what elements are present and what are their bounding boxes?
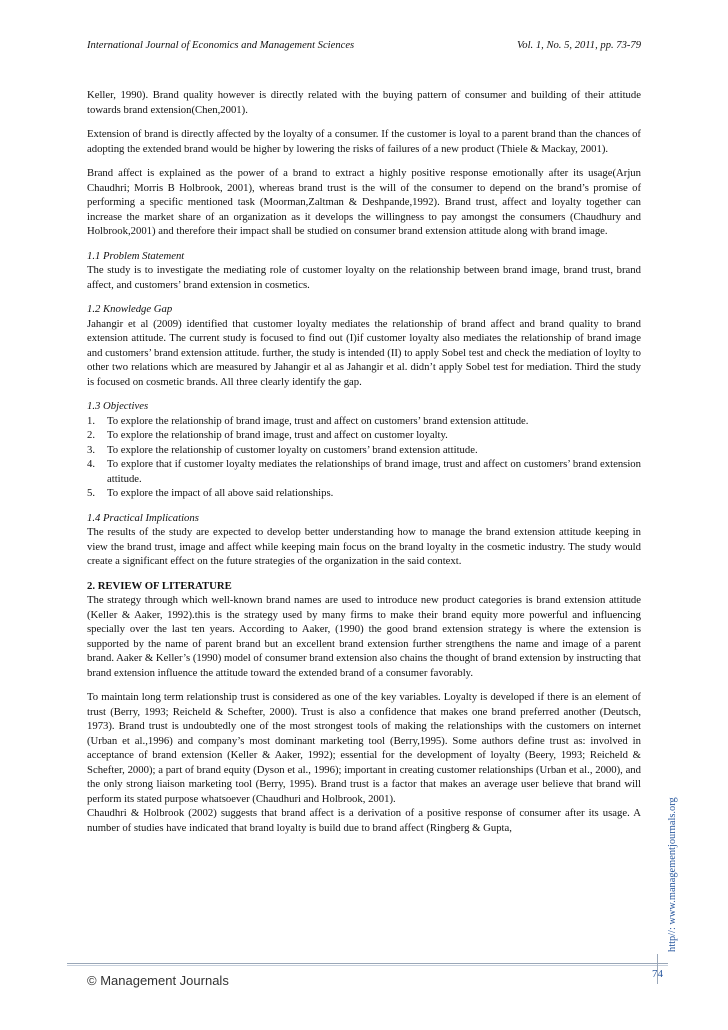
list-item: 2. To explore the relationship of brand image, trust and affect on customer loyalty. bbox=[87, 429, 448, 441]
running-header bbox=[87, 40, 641, 54]
paragraph: Keller, 1990). Brand quality however is directly related with the buying pattern of consumer and building of their attitude towards brand extension(Chen,2001). bbox=[87, 89, 641, 116]
section-title-problem-statement: 1.1 Problem Statement bbox=[87, 249, 185, 262]
publisher-label: © Management Journals bbox=[87, 973, 229, 988]
page-number: 74 bbox=[652, 968, 663, 980]
paragraph: The strategy through which well-known brand names are used to introduce new product categories is brand extension attitude (Keller & Aaker, 1992).this is the strategy used by many firms to make their brand equity more powerful and influencing specially over the last ten years. According to Aaker, (1990) the good brand extension strategy is where the extension is supported by the name of parent brand but an excellent brand extension further strengthens the name and image of a parent brand. Aaker & Keller’s (1990) model of consumer brand extension also chains the thought of brand extension by instructing that brand extension influence the attitude toward the extended brand of a consumer favorably. bbox=[87, 594, 641, 679]
journal-url[interactable]: http//: www.managementjournals.org bbox=[667, 797, 678, 952]
objectives-list bbox=[87, 414, 641, 501]
section-title-knowledge-gap: 1.2 Knowledge Gap bbox=[87, 303, 173, 315]
list-item: 4. To explore that if customer loyalty mediates the relationships of brand image, trust and affect on customers’ brand extension attitude. bbox=[87, 458, 641, 485]
paragraph: Extension of brand is directly affected by the loyalty of a consumer. If the customer is loyal to a parent brand than the chances of adopting the extended brand would be higher by lowering the risks of failures of a new product (Thiele & Mackay, 2001). bbox=[87, 128, 641, 155]
paragraph: To maintain long term relationship trust is considered as one of the key variables. Loyalty is developed if there is an element of trust (Berry, 1993; Reicheld & Schefter, 2000). Trust is also a confidence that makes one brand preferred another (Deutsch, 1973). Brand trust is undoubtedly one of the most strongest tools of making the relationships with the customers on internet (Urban et al.,1996) and company’s most dominant marketing tool (Berry,1995). Some authors define trust as: involved in acceptance of brand extension (Keller & Aaker, 1992); essential for the development of loyalty (Beery, 1993; Reicheld & Schefter, 2000); a part of brand equity (Dyson et al., 1996); important in creating customer relationships (Urban et al., 2000), and the only strong liaison marketing tool (Berry, 1995). Brand trust is a factor that makes an average user believe that brand will perform its stated purpose whatsoever (Chaudhuri and Holbrook, 2001). bbox=[87, 691, 641, 805]
section-heading-literature: 2. REVIEW OF LITERATURE bbox=[87, 579, 232, 592]
journal-title: International Journal of Economics and Management Sciences bbox=[87, 40, 355, 51]
list-item: 5. To explore the impact of all above said relationships. bbox=[87, 487, 334, 499]
page-body bbox=[87, 88, 641, 845]
section-body-knowledge-gap: Jahangir et al (2009) identified that customer loyalty mediates the relationship of brand affect and brand quality to brand extension attitude. The current study is focused to find out (I)if customer loyalty also mediates the relationship of brand image and customers’ brand extension attitude. further, the study is intended (II) to apply Sobel test and check the mediation of loylty to other two relations which are measured by Jahangir et al as Jahangir et al. didn’t apply Sobel test for mediation. Third the study is focused on cosmetic brands. All three clearly identify the gap. bbox=[87, 317, 641, 388]
section-title-objectives: 1.3 Objectives bbox=[87, 400, 149, 412]
section-body-problem-statement: The study is to investigate the mediating role of customer loyalty on the relationship between brand image, brand trust, brand affect, and customers’ brand extension in cosmetics. bbox=[87, 264, 641, 291]
paragraph: Chaudhri & Holbrook (2002) suggests that brand affect is a derivation of a positive response of consumer after its usage. A number of studies have indicated that brand loyalty is build due to brand affect (Ringberg & Gupta, bbox=[87, 807, 641, 834]
list-item: 3. To explore the relationship of customer loyalty on customers’ brand extension attitude. bbox=[87, 443, 478, 456]
section-body-practical-implications: The results of the study are expected to develop better understanding how to manage the brand extension attitude keeping in view the brand trust, image and affect while keeping main focus on the brand loyalty in the cosmetic industry. The study would create a significant effect on the future strategies of the organization in the said context. bbox=[87, 526, 641, 567]
list-item: 1. To explore the relationship of brand image, trust and affect on customers’ brand extension attitude. bbox=[87, 414, 529, 427]
footer-divider bbox=[67, 963, 668, 964]
section-title-practical-implications: 1.4 Practical Implications bbox=[87, 511, 199, 524]
paragraph: Brand affect is explained as the power of a brand to extract a highly positive response emotionally after its usage(Arjun Chaudhri; Morris B Holbrook, 2001), whereas brand trust is the will of the consumer to depend on the brand’s promise of performing a specific mentioned task (Moorman,Zaltman & Deshpande,1992). Brand trust, affect and loyalty together can increase the market share of an organization as it develops the willingness to pay amongst the consumers (Chaudhury and Holbrook,2001) and therefore their impact shall be studied on consumer brand extension attitude along with brand image. bbox=[87, 167, 641, 237]
volume-info: Vol. 1, No. 5, 2011, pp. 73-79 bbox=[517, 40, 641, 51]
footer-divider bbox=[67, 965, 668, 966]
